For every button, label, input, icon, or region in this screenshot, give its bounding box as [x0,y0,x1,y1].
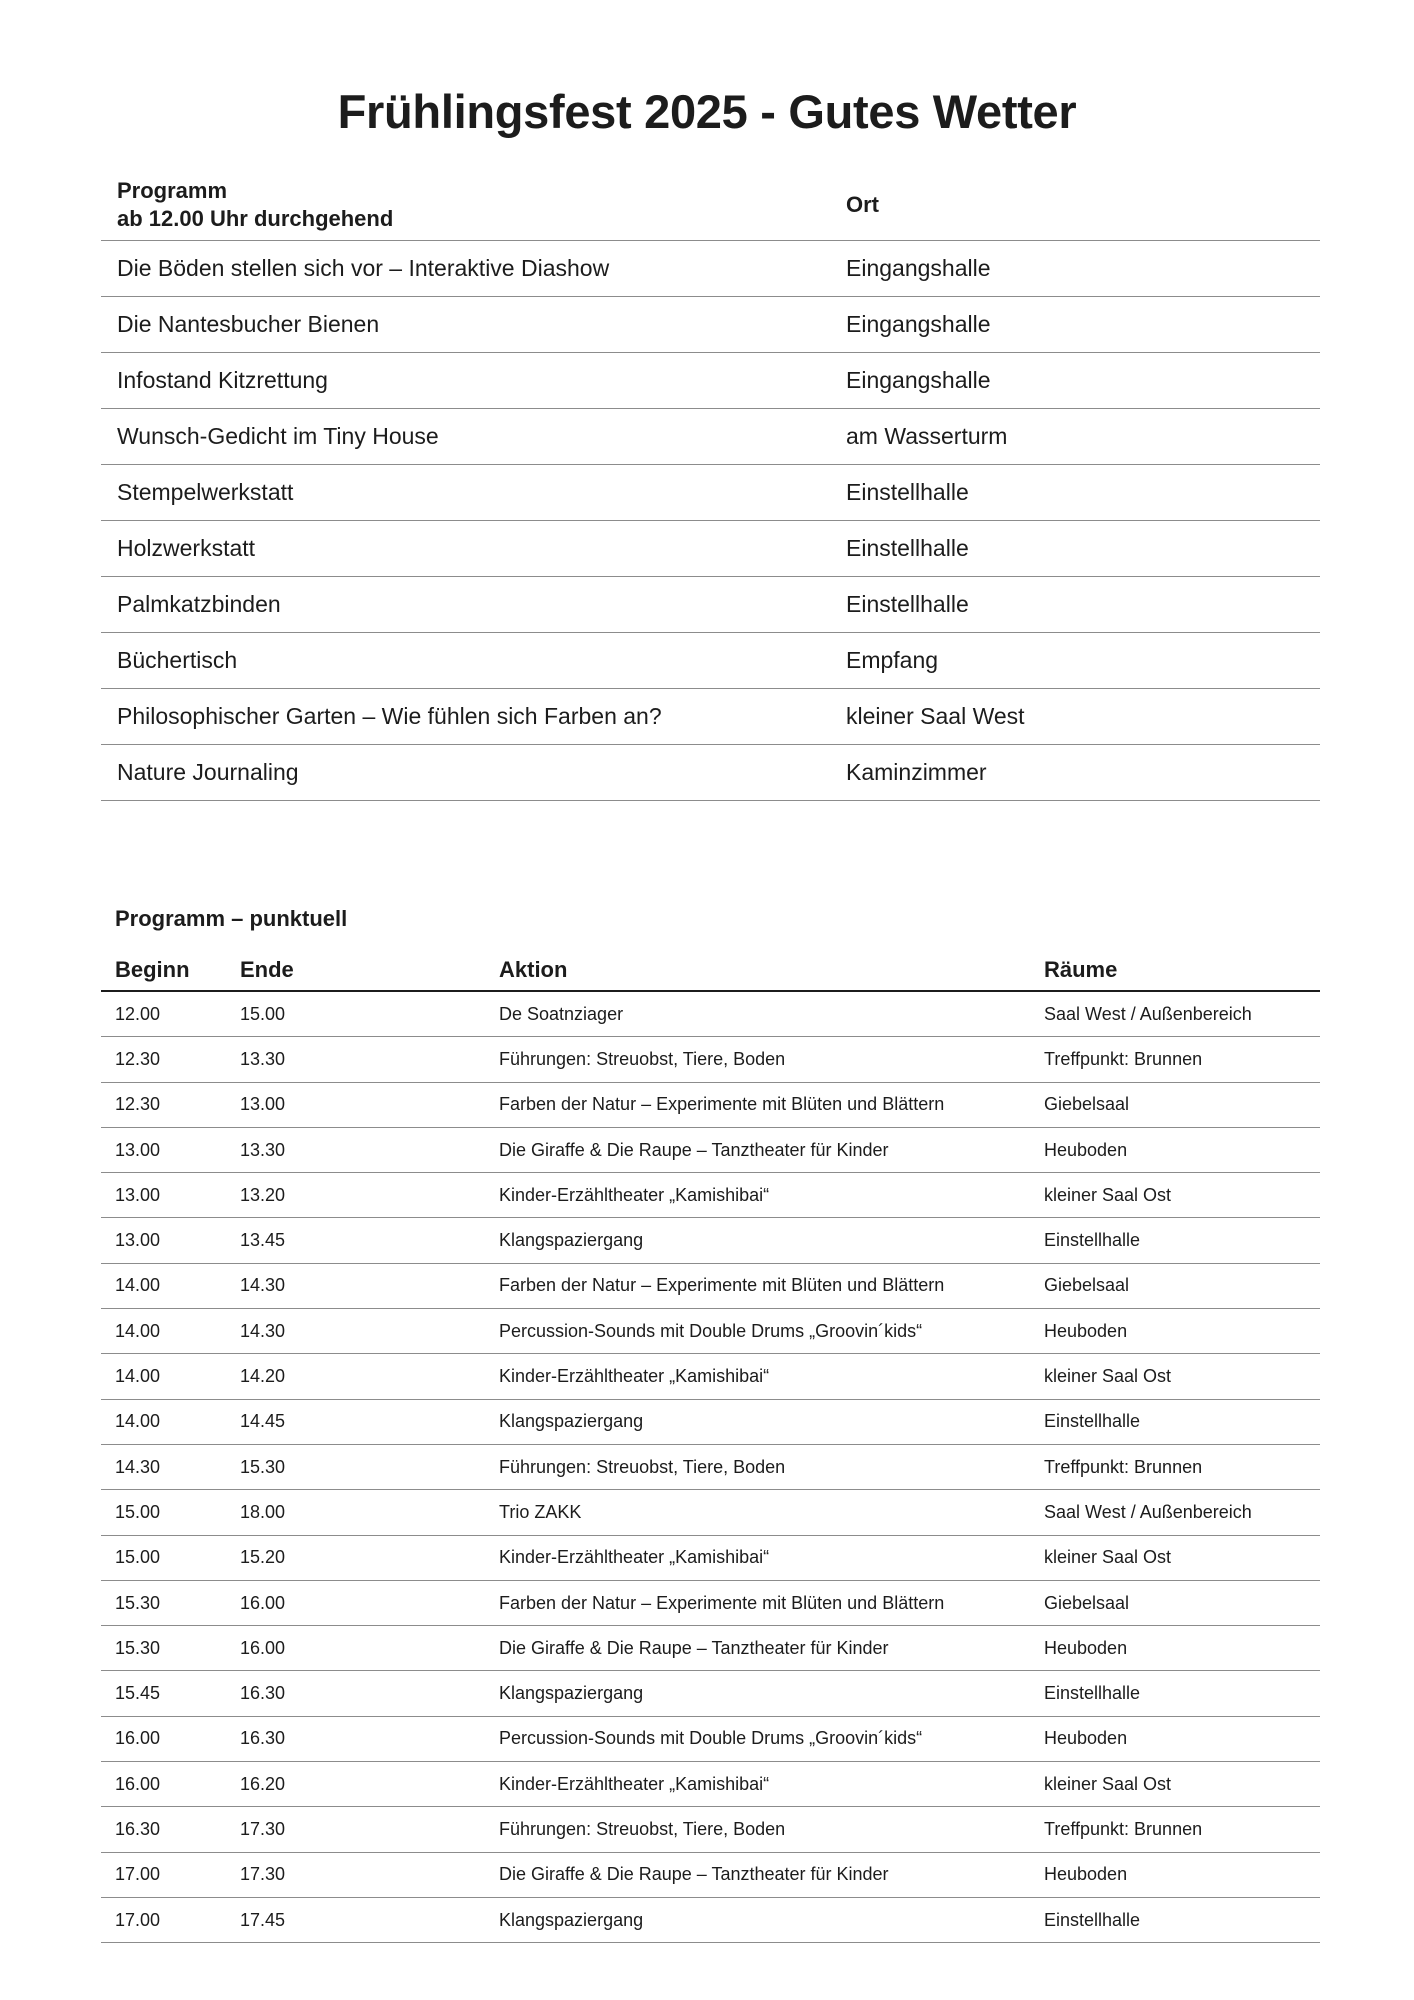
room-cell: Giebelsaal [1044,1094,1130,1115]
end-cell: 14.20 [240,1366,286,1387]
program-cell: Wunsch-Gedicht im Tiny House [117,423,439,449]
room-cell: Heuboden [1044,1320,1128,1341]
start-cell: 15.45 [115,1683,161,1704]
page-title: Frühlingsfest 2025 - Gutes Wetter [337,85,1077,138]
table-row [101,1354,1320,1399]
start-cell: 15.00 [115,1501,161,1522]
room-cell: Giebelsaal [1044,1275,1130,1296]
end-cell: 14.30 [240,1320,286,1341]
start-cell: 15.00 [115,1547,161,1568]
end-cell: 14.30 [240,1275,286,1296]
location-cell: Eingangshalle [846,367,991,393]
table-row [101,1264,1320,1309]
start-cell: 14.00 [115,1366,161,1387]
action-cell: De Soatnziager [499,1003,624,1024]
room-cell: Heuboden [1044,1728,1128,1749]
table-header [101,950,1320,992]
program-cell: Palmkatzbinden [117,591,281,617]
scheduled-program-body [101,992,1320,1943]
program-cell: Nature Journaling [117,759,299,785]
start-cell: 15.30 [115,1592,161,1613]
end-cell: 16.30 [240,1683,286,1704]
end-header: Ende [240,957,294,982]
action-cell: Die Giraffe & Die Raupe – Tanztheater für Kinder [499,1864,889,1885]
table-row [101,745,1320,801]
table-header [101,170,1320,241]
room-cell: Einstellhalle [1044,1683,1141,1704]
end-cell: 15.30 [240,1456,286,1477]
end-cell: 17.30 [240,1864,286,1885]
end-cell: 17.45 [240,1909,286,1930]
start-cell: 12.00 [115,1003,161,1024]
action-cell: Farben der Natur – Experimente mit Blüten und Blättern [499,1094,945,1115]
start-cell: 14.00 [115,1411,161,1432]
start-cell: 16.00 [115,1728,161,1749]
table-row [101,633,1320,689]
table-row [101,465,1320,521]
room-cell: Einstellhalle [1044,1909,1141,1930]
location-cell: Eingangshalle [846,311,991,337]
end-cell: 13.30 [240,1048,286,1069]
table-row [101,1218,1320,1263]
end-cell: 16.20 [240,1773,286,1794]
location-cell: kleiner Saal West [846,703,1025,729]
end-cell: 17.30 [240,1818,286,1839]
table-row [101,1671,1320,1716]
program-header-line1: Programm [117,178,228,203]
action-cell: Kinder-Erzähltheater „Kamishibai“ [499,1366,770,1387]
program-cell: Holzwerkstatt [117,535,256,561]
table-row [101,353,1320,409]
end-cell: 13.45 [240,1230,286,1251]
table-row [101,1490,1320,1535]
table-row [101,1173,1320,1218]
program-cell: Büchertisch [117,647,238,673]
continuous-program-body [101,241,1320,801]
location-cell: Eingangshalle [846,255,991,281]
room-cell: Treffpunkt: Brunnen [1044,1048,1203,1069]
location-cell: Einstellhalle [846,479,969,505]
location-cell: Empfang [846,647,939,673]
table-row [101,577,1320,633]
room-cell: kleiner Saal Ost [1044,1773,1172,1794]
location-cell: Einstellhalle [846,591,969,617]
table-row [101,1581,1320,1626]
action-cell: Die Giraffe & Die Raupe – Tanztheater für Kinder [499,1139,889,1160]
continuous-program-table [101,170,1320,801]
end-cell: 13.20 [240,1184,286,1205]
table-row [101,1037,1320,1082]
table-row [101,1309,1320,1354]
action-cell: Trio ZAKK [499,1501,582,1522]
table-row [101,1626,1320,1671]
end-cell: 16.00 [240,1637,286,1658]
action-cell: Führungen: Streuobst, Tiere, Boden [499,1048,786,1069]
action-cell: Farben der Natur – Experimente mit Blüten und Blättern [499,1592,945,1613]
room-cell: Treffpunkt: Brunnen [1044,1818,1203,1839]
location-cell: Einstellhalle [846,535,969,561]
location-cell: am Wasserturm [846,423,1008,449]
table-row [101,241,1320,297]
table-row [101,1083,1320,1128]
rooms-header: Räume [1044,957,1118,982]
action-cell: Percussion-Sounds mit Double Drums „Groovin´kids“ [499,1320,923,1341]
end-cell: 15.20 [240,1547,286,1568]
table-row [101,1445,1320,1490]
room-cell: Einstellhalle [1044,1411,1141,1432]
program-header [101,177,846,233]
table-row [101,1853,1320,1898]
table-row [101,1128,1320,1173]
start-cell: 12.30 [115,1048,161,1069]
start-cell: 17.00 [115,1864,161,1885]
table-row [101,521,1320,577]
room-cell: Heuboden [1044,1139,1128,1160]
program-cell: Die Böden stellen sich vor – Interaktive Diashow [117,255,610,281]
start-cell: 13.00 [115,1139,161,1160]
action-cell: Die Giraffe & Die Raupe – Tanztheater für Kinder [499,1637,889,1658]
start-cell: 15.30 [115,1637,161,1658]
room-cell: Heuboden [1044,1864,1128,1885]
end-cell: 14.45 [240,1411,286,1432]
table-row [101,1807,1320,1852]
end-cell: 16.00 [240,1592,286,1613]
room-cell: Saal West / Außenbereich [1044,1003,1252,1024]
room-cell: Treffpunkt: Brunnen [1044,1456,1203,1477]
action-cell: Klangspaziergang [499,1909,644,1930]
table-row [101,1536,1320,1581]
table-row [101,1717,1320,1762]
action-header: Aktion [499,957,568,982]
scheduled-program-table [101,950,1320,1943]
action-cell: Klangspaziergang [499,1411,644,1432]
start-cell: 13.00 [115,1230,161,1251]
end-cell: 13.30 [240,1139,286,1160]
end-cell: 18.00 [240,1501,286,1522]
scheduled-program-title: Programm – punktuell [115,906,348,931]
action-cell: Kinder-Erzähltheater „Kamishibai“ [499,1773,770,1794]
location-cell: Kaminzimmer [846,759,987,785]
room-cell: Giebelsaal [1044,1592,1130,1613]
action-cell: Percussion-Sounds mit Double Drums „Groovin´kids“ [499,1728,923,1749]
start-cell: 14.30 [115,1456,161,1477]
start-cell: 16.00 [115,1773,161,1794]
room-cell: kleiner Saal Ost [1044,1547,1172,1568]
table-row [101,297,1320,353]
room-cell: Einstellhalle [1044,1230,1141,1251]
program-cell: Die Nantesbucher Bienen [117,311,380,337]
room-cell: kleiner Saal Ost [1044,1184,1172,1205]
table-row [101,992,1320,1037]
end-cell: 15.00 [240,1003,286,1024]
table-row [101,1762,1320,1807]
room-cell: Heuboden [1044,1637,1128,1658]
table-row [101,1400,1320,1445]
table-row [101,1898,1320,1943]
end-cell: 13.00 [240,1094,286,1115]
table-row [101,689,1320,745]
program-cell: Philosophischer Garten – Wie fühlen sich Farben an? [117,703,662,729]
start-cell: 17.00 [115,1909,161,1930]
start-cell: 12.30 [115,1094,161,1115]
start-cell: 14.00 [115,1320,161,1341]
start-cell: 16.30 [115,1818,161,1839]
end-cell: 16.30 [240,1728,286,1749]
start-header: Beginn [115,957,190,982]
action-cell: Führungen: Streuobst, Tiere, Boden [499,1818,786,1839]
action-cell: Führungen: Streuobst, Tiere, Boden [499,1456,786,1477]
action-cell: Kinder-Erzähltheater „Kamishibai“ [499,1184,770,1205]
action-cell: Farben der Natur – Experimente mit Blüten und Blättern [499,1275,945,1296]
program-cell: Infostand Kitzrettung [117,367,328,393]
program-cell: Stempelwerkstatt [117,479,294,505]
room-cell: kleiner Saal Ost [1044,1366,1172,1387]
program-header-line2: ab 12.00 Uhr durchgehend [117,206,394,231]
action-cell: Klangspaziergang [499,1230,644,1251]
start-cell: 14.00 [115,1275,161,1296]
room-cell: Saal West / Außenbereich [1044,1501,1252,1522]
table-row [101,409,1320,465]
action-cell: Kinder-Erzähltheater „Kamishibai“ [499,1547,770,1568]
location-header: Ort [846,192,879,217]
action-cell: Klangspaziergang [499,1683,644,1704]
start-cell: 13.00 [115,1184,161,1205]
